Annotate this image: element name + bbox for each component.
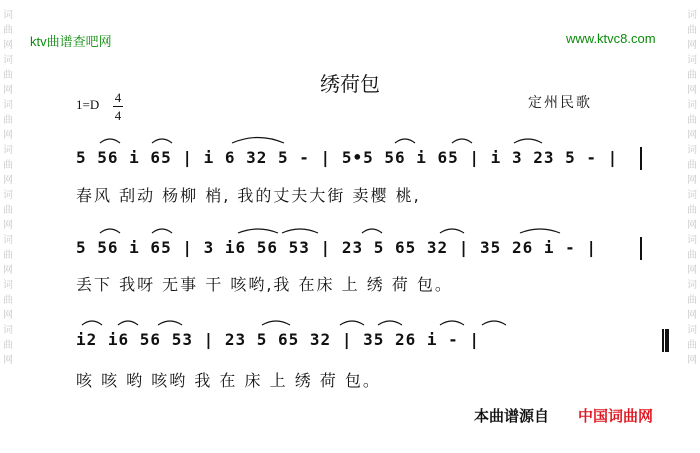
lyrics-line-3: 咳 咳 哟 咳哟 我 在 床 上 绣 荷 包。	[76, 371, 381, 390]
key-signature: 1=D	[76, 97, 100, 112]
song-origin: 定州民歌	[528, 95, 592, 111]
site-name-link[interactable]: ktv曲谱查吧网	[30, 34, 112, 49]
song-title: 绣荷包	[320, 72, 380, 96]
site-url-link[interactable]: www.ktvc8.com	[566, 31, 656, 46]
source-site-link[interactable]: 中国词曲网	[578, 407, 654, 425]
notation-line-3: i2 i6 56 53 | 23 5 65 32 | 35 26 i - |	[76, 330, 481, 349]
watermark-left: 词曲网词曲网词曲网词曲网词曲网词曲网词曲网词曲网	[3, 10, 13, 366]
notation-line-2: 5 56 i 65 | 3 i6 56 53 | 23 5 65 32 | 35 26 i - |	[76, 238, 598, 257]
watermark-right: 词曲网词曲网词曲网词曲网词曲网词曲网词曲网词曲网	[687, 10, 697, 366]
meter-denominator: 4	[114, 108, 122, 123]
source-label: 本曲谱源自	[474, 407, 550, 425]
notation-line-1: 5 56 i 65 | i 6 32 5 - | 5•5 56 i 65 | i 3 23 5 - |	[76, 148, 619, 167]
meter-numerator: 4	[114, 90, 122, 105]
lyrics-line-1: 春风 刮动 杨柳 梢, 我的丈夫大街 卖樱 桃,	[76, 186, 421, 205]
lyrics-line-2: 丢下 我呀 无事 干 咳哟,我 在床 上 绣 荷 包。	[76, 275, 453, 294]
